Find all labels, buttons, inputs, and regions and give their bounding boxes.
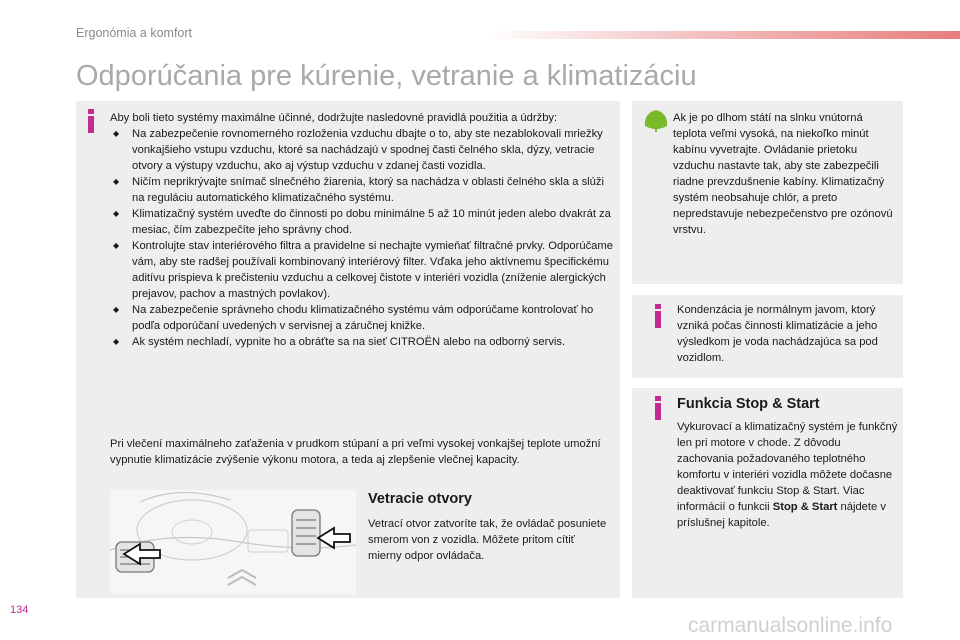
maintenance-rules-list	[110, 126, 615, 350]
eco-tip-text: Ak je po dlhom státí na slnku vnútorná teplota veľmi vysoká, na niekoľko minút kabínu vyvetrajte. Ovládanie prietoku vzduchu nastavte tak, aby ste zabezpečili riadne prevzdušnenie kabíny. Klimatizačný systém neobsahuje chlór, a preto nepredstavuje nebezpečenstvo pre ozónovú vrstvu.	[673, 112, 893, 236]
vents-text: Vetrací otvor zatvoríte tak, že ovládač posuniete smerom von z vozidla. Môžete pritom cítiť mierny odpor ovládača.	[368, 518, 607, 562]
list-item: ◆ Ak systém nechladí, vypnite ho a obráťte sa na sieť CITROËN alebo na odborný servis.	[110, 334, 615, 350]
condensation-text: Kondenzácia je normálnym javom, ktorý vzniká počas činnosti klimatizácie a jeho výsledkom je voda nachádzajúca sa pod vozidlom.	[677, 304, 878, 364]
section-title: Ergonómia a komfort	[76, 26, 193, 40]
info-icon	[86, 109, 96, 133]
main-intro: Aby boli tieto systémy maximálne účinné, dodržujte nasledovné pravidlá použitia a údržby:	[110, 112, 558, 124]
stop-start-heading: Funkcia Stop & Start	[677, 396, 820, 412]
eco-leaf-icon	[642, 109, 670, 133]
list-item: ◆ Klimatizačný systém uveďte do činnosti po dobu minimálne 5 až 10 minút jeden alebo dvakrát za mesiac, čím zabezpečíte jeho správny chod.	[110, 206, 615, 238]
dashboard-vent-illustration	[110, 490, 356, 594]
list-item: ◆ Kontrolujte stav interiérového filtra a pravidelne si nechajte vymieňať filtračné prvky. Odporúčame vám, aby ste radšej používali kombinovaný interiérový filter. Vďaka jeho aktívnemu špecifickému aditívu prispieva k prečisteniu vzduchu a celkovej čistote v interiéri vozidla (zníženie alergických prejavov, pachov a mastných povlakov).	[110, 238, 615, 302]
towing-note: Pri vlečení maximálneho zaťaženia v prudkom stúpaní a pri veľmi vysokej vonkajšej teplote umožní vypnutie klimatizácie zvýšenie výkonu motora, a teda aj zlepšenie vlečnej kapacity.	[110, 438, 601, 466]
page-title: Odporúčania pre kúrenie, vetranie a klimatizáciu	[76, 60, 697, 92]
list-item: ◆ Ničím neprikrývajte snímač slnečného žiarenia, ktorý sa nachádza v oblasti čelného skla a slúži na reguláciu automatického klimatizačného systému.	[110, 174, 615, 206]
info-icon	[653, 396, 663, 420]
list-item: ◆ Na zabezpečenie správneho chodu klimatizačného systému vám odporúčame kontrolovať ho podľa odporúčaní uvedených v servisnej a záručnej knižke.	[110, 302, 615, 334]
list-item: ◆ Na zabezpečenie rovnomerného rozloženia vzduchu dbajte o to, aby ste nezablokovali mriežky vonkajšieho vstupu vzduchu, ktoré sa nachádzajú v spodnej časti čelného skla, dýzy, vetracie otvory a výstupy vzduchu, ako aj výstup vzduchu v zdanej časti vozidla.	[110, 126, 615, 174]
vents-heading: Vetracie otvory	[368, 491, 472, 507]
stop-start-text-bold: Stop & Start	[772, 501, 838, 513]
stop-start-text	[677, 419, 899, 531]
stop-start-text-after: nájdete v príslušnej kapitole.	[677, 501, 886, 529]
watermark: carmanualsonline.info	[688, 614, 893, 637]
header-decoration-bar	[486, 31, 960, 39]
page-number: 134	[10, 604, 29, 616]
stop-start-text-before: Vykurovací a klimatizačný systém je funkčný len pri motore v chode. Z dôvodu zachovania požadovaného teplotného komfortu v interiéri vozidla môžete dočasne deaktivovať funkciu Stop & Start. Viac informácií o funkcii	[677, 421, 898, 513]
info-icon	[653, 304, 663, 328]
